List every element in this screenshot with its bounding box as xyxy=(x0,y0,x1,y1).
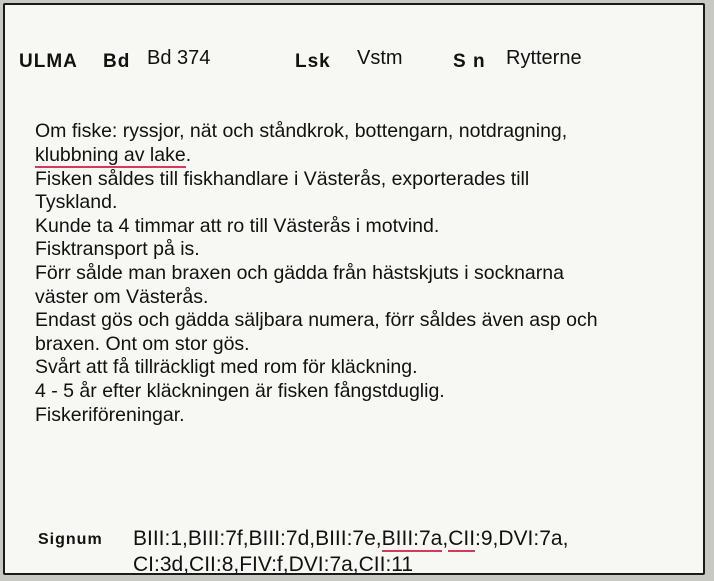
sn-label: S n xyxy=(453,51,486,72)
underlined-code: CII xyxy=(448,527,476,550)
bd-value: Bd 374 xyxy=(147,47,211,69)
lsk-label: Lsk xyxy=(295,51,331,72)
signum-line: BIII:1,BIII:7f,BIII:7d,BIII:7e,BIII:7a,CII:9,DVI:7a, xyxy=(133,527,569,550)
bd-label: Bd xyxy=(103,51,131,72)
lsk-value: Vstm xyxy=(357,47,403,69)
signum-label: Signum xyxy=(38,531,103,548)
notes-line: klubbning av lake. xyxy=(35,143,192,166)
notes-line: Fisktransport på is. xyxy=(35,238,200,261)
notes-line: Fiskeriföreningar. xyxy=(35,403,185,426)
signum-codes xyxy=(133,526,568,578)
notes-line: väster om Västerås. xyxy=(35,285,209,308)
underlined-code: BIII:7a xyxy=(381,527,443,550)
sn-value: Rytterne xyxy=(506,47,582,69)
notes-line: braxen. Ont om stor gös. xyxy=(35,332,250,355)
notes-line: Fisken såldes till fiskhandlare i Västerås, exporterades till xyxy=(35,167,530,190)
notes-line: Endast gös och gädda säljbara numera, förr såldes även asp och xyxy=(35,309,598,332)
signum-line: CI:3d,CII:8,FIV:f,DVI:7a,CII:11 xyxy=(133,553,414,576)
notes-text xyxy=(35,120,695,427)
notes-line: Tyskland. xyxy=(35,191,118,214)
notes-line: Kunde ta 4 timmar att ro till Västerås i motvind. xyxy=(35,214,440,237)
archive-card xyxy=(3,3,705,575)
notes-line: 4 - 5 år efter kläckningen är fisken fångstduglig. xyxy=(35,379,445,402)
notes-line: Förr sålde man braxen och gädda från hästskjuts i socknarna xyxy=(35,261,564,284)
card-header xyxy=(19,46,689,76)
notes-line: Om fiske: ryssjor, nät och ståndkrok, bottengarn, notdragning, xyxy=(35,120,568,142)
underlined-text: klubbning av lake xyxy=(35,143,186,166)
notes-line: Svårt att få tillräckligt med rom för kläckning. xyxy=(35,356,418,379)
ulma-label: ULMA xyxy=(19,51,78,72)
